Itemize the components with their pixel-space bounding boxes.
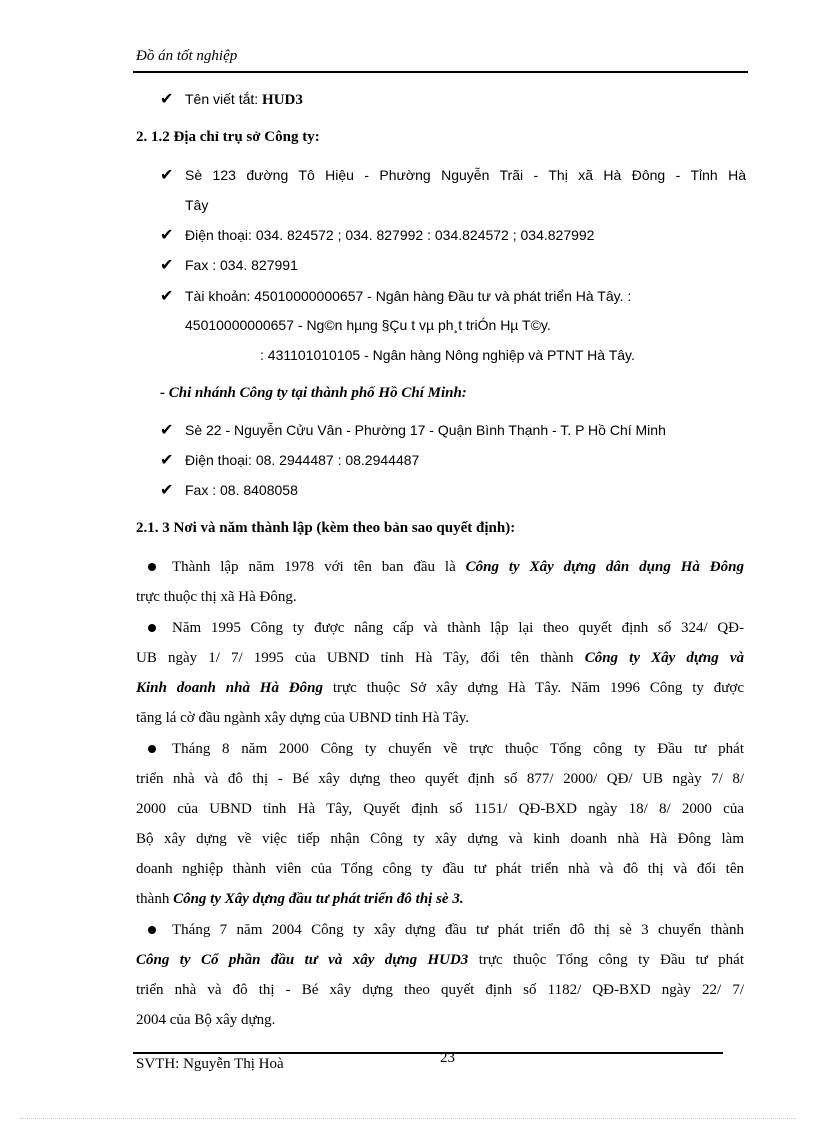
hq-account-line-2: 45010000000657 - Ng©n hµng §Çu t vµ ph¸t triÓn Hµ T©y. [185,317,551,333]
hq-phone: Điện thoại: 034. 824572 ; 034. 827992 : 034.824572 ; 034.827992 [185,227,595,243]
history-text: trực thuộc Tổng công ty Đầu tư phát [468,952,744,968]
history-p3-line-4: Bộ xây dựng về việc tiếp nhận Công ty xây dựng và kinh doanh nhà Hà Đông làm [136,831,744,847]
history-p4-line-1: Tháng 7 năm 2004 Công ty xây dựng đầu tư phát triển đô thị sè 3 chuyển thành [172,922,744,938]
history-p3-line-1: Tháng 8 năm 2000 Công ty chuyển về trực thuộc Tổng công ty Đầu tư phát [172,741,744,757]
student-name: SVTH: Nguyễn Thị Hoà [136,1056,284,1072]
abbreviation-line [185,89,303,110]
history-p3-line-6 [136,889,464,909]
hq-fax: Fax : 034. 827991 [185,257,298,273]
check-icon: ✔ [160,165,174,184]
abbreviation-label: Tên viết tắt: [185,91,263,107]
bullet-icon [148,926,156,934]
history-p4-line-4: 2004 của Bộ xây dựng. [136,1012,276,1028]
hq-account-line-3: : 431101010105 - Ngân hàng Nông nghiệp và PTNT Hà Tây. [260,347,635,363]
branch-fax: Fax : 08. 8408058 [185,482,298,498]
history-p2-line-4: tăng lá cờ đầu ngành xây dựng của UBND tỉnh Hà Tây. [136,710,470,726]
bullet-icon [148,745,156,753]
page-number: 23 [440,1050,455,1066]
company-name: Công ty Xây dựng đầu tư phát triển đô thị sè 3. [173,891,464,907]
hq-address-line-2: Tây [185,197,209,213]
section-212-heading: 2. 1.2 Địa chỉ trụ sở Công ty: [136,129,320,145]
history-p2-line-3 [136,678,744,698]
company-name: Công ty Xây dựng và [584,650,744,666]
page-edge-divider [20,1118,796,1119]
history-text: thành [136,891,174,907]
abbreviation-value: HUD3 [262,92,303,108]
check-icon: ✔ [160,286,174,305]
history-p1-line-1 [172,557,744,577]
check-icon: ✔ [160,255,174,274]
company-name: Công ty Cổ phần đầu tư và xây dựng HUD3 [136,952,469,968]
company-name: Công ty Xây dựng dân dụng Hà Đông [465,559,744,575]
history-p4-line-2 [136,950,744,970]
company-name: Kinh doanh nhà Hà Đông [136,680,323,696]
check-icon: ✔ [160,89,174,108]
hq-address-line-1: Sè 123 đường Tô Hiệu - Phường Nguyễn Trãi - Thị xã Hà Đông - Tỉnh Hà [185,167,746,183]
history-text: Thành lập năm 1978 với tên ban đầu là [172,559,466,575]
history-text: trực thuộc Sở xây dựng Hà Tây. Năm 1996 Công ty được [323,680,744,696]
check-icon: ✔ [160,225,174,244]
branch-heading: - Chi nhánh Công ty tại thành phố Hồ Chí Minh: [160,385,467,401]
check-icon: ✔ [160,450,174,469]
history-p3-line-3: 2000 của UBND tỉnh Hà Tây, Quyết định số 1151/ QĐ-BXD ngày 18/ 8/ 2000 của [136,801,744,817]
bullet-icon [148,563,156,571]
history-p1-line-2: trực thuộc thị xã Hà Đông. [136,589,297,605]
hq-account-line-1: Tài khoản: 45010000000657 - Ngân hàng Đầu tư và phát triển Hà Tây. : [185,288,632,304]
history-text: UB ngày 1/ 7/ 1995 của UBND tỉnh Hà Tây, đổi tên thành [136,650,585,666]
section-213-heading: 2.1. 3 Nơi và năm thành lập (kèm theo bản sao quyết định): [136,520,516,536]
bullet-icon [148,624,156,632]
footer-rule [133,1052,723,1054]
history-p2-line-1: Năm 1995 Công ty được nâng cấp và thành lập lại theo quyết định số 324/ QĐ- [172,620,744,636]
branch-address: Sè 22 - Nguyễn Cửu Vân - Phường 17 - Quận Bình Thạnh - T. P Hồ Chí Minh [185,422,666,438]
header-rule [133,71,748,73]
check-icon: ✔ [160,420,174,439]
header-title: Đồ án tốt nghiệp [136,48,238,64]
history-p3-line-2: triển nhà và đô thị - Bé xây dựng theo quyết định số 877/ 2000/ QĐ/ UB ngày 7/ 8/ [136,771,744,787]
history-p3-line-5: doanh nghiệp thành viên của Tổng công ty đầu tư phát triển nhà và đô thị và đổi tên [136,861,744,877]
history-p2-line-2 [136,648,744,668]
branch-phone: Điện thoại: 08. 2944487 : 08.2944487 [185,452,420,468]
history-p4-line-3: triển nhà và đô thị - Bé xây dựng theo quyết định số 1182/ QĐ-BXD ngày 22/ 7/ [136,982,744,998]
check-icon: ✔ [160,480,174,499]
